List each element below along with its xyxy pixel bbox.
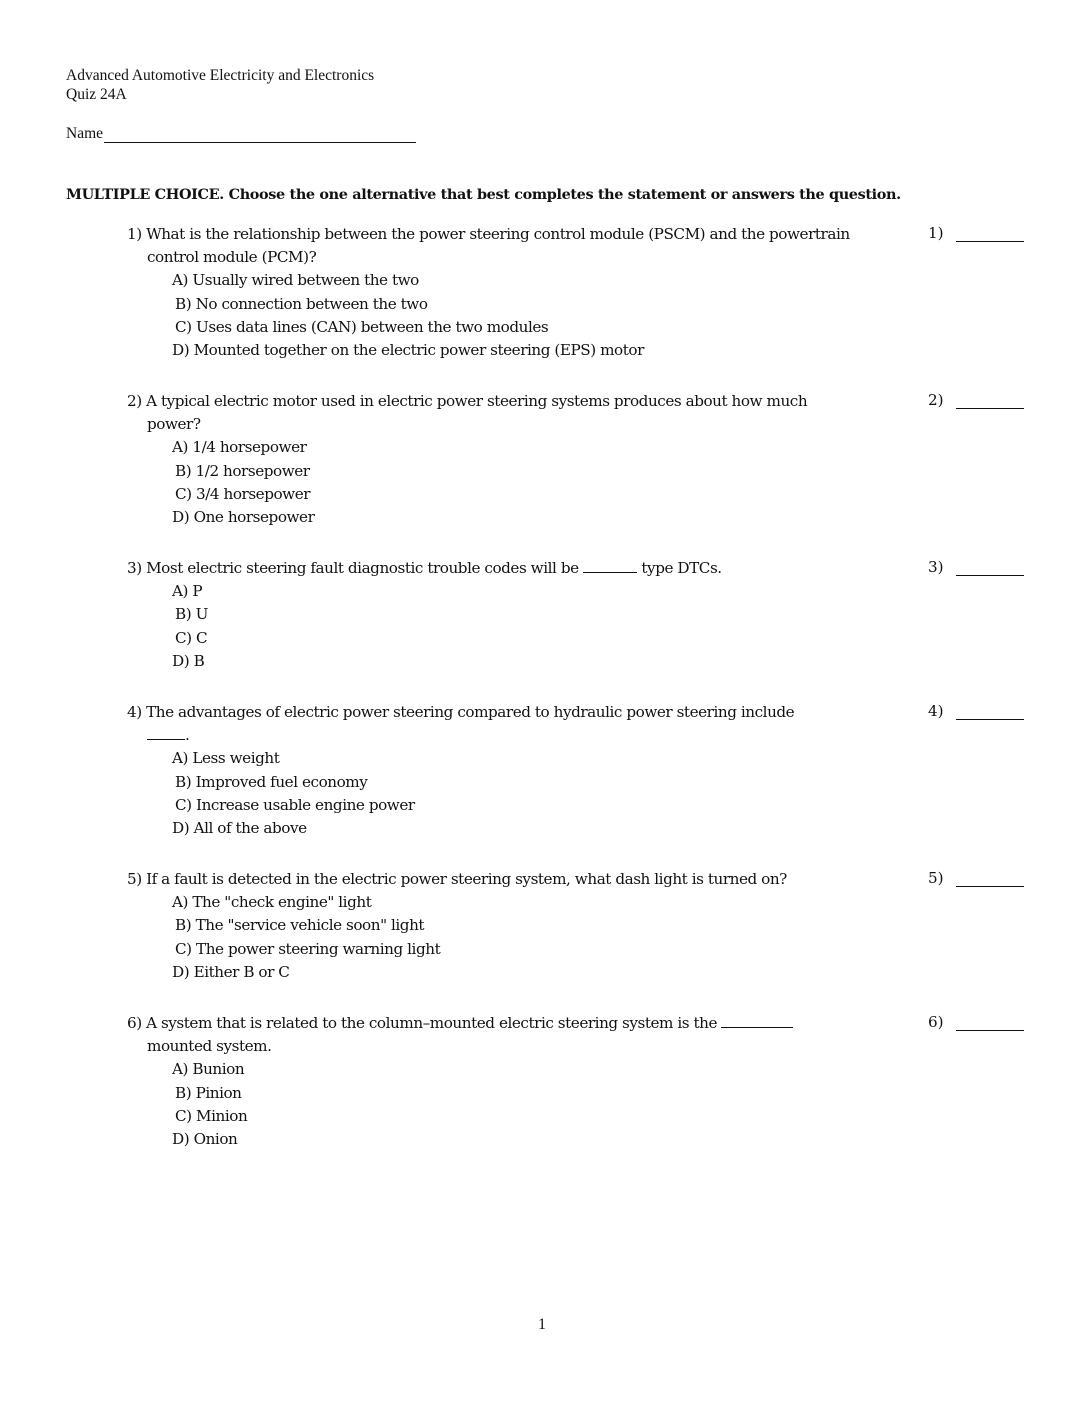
choice-c[interactable]: C) Uses data lines (CAN) between the two modules <box>175 317 549 336</box>
answer-slot-3 <box>928 557 1024 576</box>
question-stem: 1) What is the relationship between the power steering control module (PSCM) and the powertrain <box>127 225 850 243</box>
question-stem-continued: mounted system. <box>147 1037 272 1056</box>
choice-c[interactable]: C) 3/4 horsepower <box>175 484 311 503</box>
answer-blank[interactable] <box>956 557 1024 576</box>
question-4 <box>127 701 917 840</box>
question-stem: 4) The advantages of electric power steering compared to hydraulic power steering include <box>127 703 795 721</box>
answer-blank[interactable] <box>956 1012 1024 1031</box>
choice-a[interactable]: A) P <box>172 582 203 601</box>
name-field[interactable] <box>104 124 416 143</box>
choice-d[interactable]: D) Either B or C <box>172 962 290 981</box>
answer-number: 3) <box>928 558 944 576</box>
document-header <box>66 66 374 104</box>
question-2 <box>127 390 917 529</box>
question-stem: 2) A typical electric motor used in electric power steering systems produces about how much <box>127 392 808 410</box>
course-title: Advanced Automotive Electricity and Electronics <box>66 67 375 84</box>
answer-slot-6 <box>928 1012 1024 1031</box>
stem-after-blank: type DTCs. <box>637 559 722 577</box>
choice-d[interactable]: D) One horsepower <box>172 507 315 526</box>
fill-in-blank <box>583 558 637 573</box>
choice-list <box>127 436 917 529</box>
choice-b[interactable]: B) U <box>175 605 208 624</box>
answer-slot-2 <box>928 390 1024 409</box>
stem-suffix: . <box>185 726 190 745</box>
page-number: 1 <box>538 1316 546 1333</box>
question-1 <box>127 223 917 362</box>
choice-a[interactable]: A) Usually wired between the two <box>172 271 419 290</box>
choice-d[interactable]: D) All of the above <box>172 818 307 837</box>
question-stem-continued: control module (PCM)? <box>147 248 317 267</box>
choice-c[interactable]: C) Increase usable engine power <box>175 795 415 814</box>
choice-b[interactable]: B) The "service vehicle soon" light <box>175 916 425 935</box>
question-3 <box>127 557 917 673</box>
question-5 <box>127 868 917 984</box>
answer-slot-5 <box>928 868 1024 887</box>
choice-c[interactable]: C) C <box>175 628 208 647</box>
choice-d[interactable]: D) B <box>172 651 205 670</box>
answer-blank[interactable] <box>956 223 1024 242</box>
answer-number: 5) <box>928 869 944 887</box>
answer-number: 2) <box>928 391 944 409</box>
answer-number: 1) <box>928 224 944 242</box>
fill-in-blank <box>147 725 185 740</box>
choice-b[interactable]: B) No connection between the two <box>175 294 428 313</box>
choice-b[interactable]: B) Pinion <box>175 1083 242 1102</box>
answer-slot-1 <box>928 223 1024 242</box>
name-label: Name <box>66 125 104 142</box>
choice-list <box>127 269 917 362</box>
answer-number: 6) <box>928 1013 944 1031</box>
name-row <box>66 124 416 143</box>
answer-slot-4 <box>928 701 1024 720</box>
quiz-title: Quiz 24A <box>66 86 127 103</box>
choice-a[interactable]: A) Less weight <box>172 749 280 768</box>
question-stem <box>127 557 917 580</box>
choice-a[interactable]: A) Bunion <box>172 1060 245 1079</box>
answer-number: 4) <box>928 702 944 720</box>
choice-d[interactable]: D) Mounted together on the electric power steering (EPS) motor <box>172 340 644 359</box>
choice-d[interactable]: D) Onion <box>172 1129 238 1148</box>
question-6 <box>127 1012 917 1151</box>
choice-b[interactable]: B) 1/2 horsepower <box>175 461 310 480</box>
stem-before-blank: 6) A system that is related to the column–mounted electric steering system is the <box>127 1014 722 1032</box>
question-stem <box>127 1012 917 1035</box>
choice-b[interactable]: B) Improved fuel economy <box>175 772 368 791</box>
choice-a[interactable]: A) 1/4 horsepower <box>172 438 307 457</box>
choice-c[interactable]: C) Minion <box>175 1106 248 1125</box>
answer-blank[interactable] <box>956 390 1024 409</box>
choice-a[interactable]: A) The "check engine" light <box>172 893 372 912</box>
answer-blank[interactable] <box>956 701 1024 720</box>
choice-list <box>127 580 917 673</box>
choice-list <box>127 747 917 840</box>
question-stem-continued: power? <box>147 415 201 434</box>
choice-list <box>127 1058 917 1151</box>
answer-blank[interactable] <box>956 868 1024 887</box>
instructions: MULTIPLE CHOICE. Choose the one alternative that best completes the statement or answers the question. <box>66 186 901 203</box>
stem-before-blank: 3) Most electric steering fault diagnostic trouble codes will be <box>127 559 584 577</box>
question-stem: 5) If a fault is detected in the electric power steering system, what dash light is turned on? <box>127 870 787 888</box>
choice-c[interactable]: C) The power steering warning light <box>175 939 441 958</box>
fill-in-blank <box>721 1013 793 1028</box>
choice-list <box>127 891 917 984</box>
question-stem-continued <box>127 724 917 747</box>
